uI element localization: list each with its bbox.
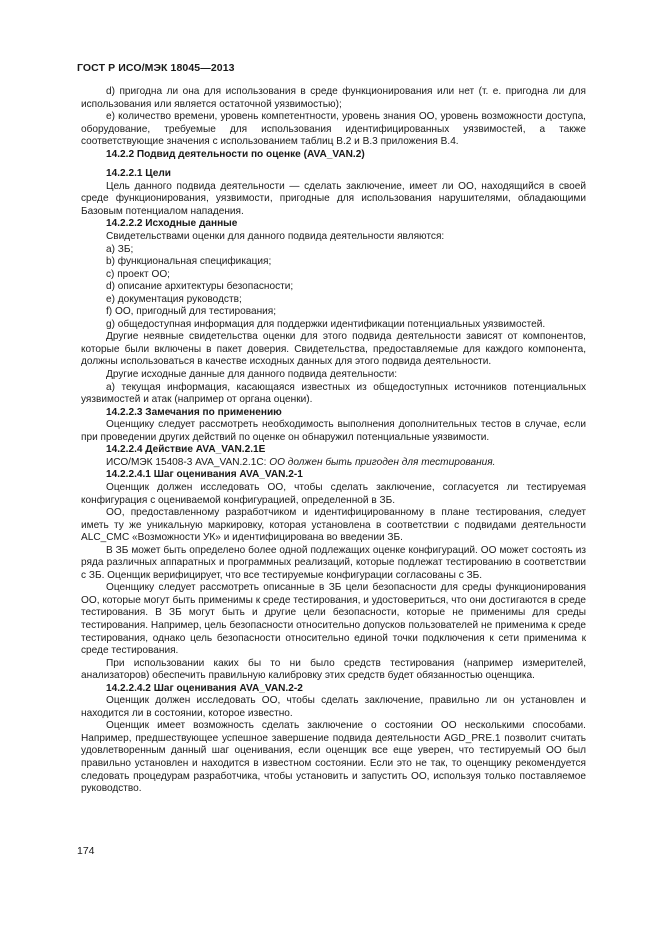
section-heading: 14.2.2.1 Цели: [106, 168, 172, 180]
paragraph: Цель данного подвида деятельности — сделать заключение, имеет ли ОО, находящийся в своей среде функционирования, уязвимости, пригодные для использования нарушителями, обладающими Базовым потенциалом нападения.: [81, 180, 586, 217]
section-heading: 14.2.2.4 Действие AVA_VAN.2.1E: [106, 444, 266, 456]
paragraph: Другие неявные свидетельства оценки для этого подвида деятельности зависят от компонентов, которые были включены в пакет доверия. Свидетельства, предоставляемые для каждого компонента, должны использоваться в качестве исходных данных для этого подвида деятельности.: [81, 331, 586, 368]
paragraph: Оценщик имеет возможность сделать заключение о состоянии ОО несколькими способами. Например, предшествующее успешное завершение подвида деятельности AGD_PRE.1 позволит считать удовлетворенным данный шаг оценивания, если оценщик все еще уверен, что тестируемый ОО был правильно установлен и находится в известном состоянии. Если это не так, то оценщику рекомендуется следовать процедурам разработчика, чтобы установить и запустить ОО, используя только поставляемое руководство.: [81, 720, 586, 795]
paragraph: Оценщик должен исследовать ОО, чтобы сделать заключение, согласуется ли тестируемая конфигурация с оцениваемой конфигурацией, определенной в ЗБ.: [81, 481, 586, 506]
paragraph: a) текущая информация, касающаяся известных из общедоступных источников потенциальных уязвимостей и атак (например от органа оценки).: [81, 381, 586, 406]
list-item: g) общедоступная информация для поддержки идентификации потенциальных уязвимостей.: [106, 318, 546, 330]
section-heading: 14.2.2.4.2 Шаг оценивания AVA_VAN.2-2: [106, 682, 303, 694]
list-item: c) проект ОО;: [106, 268, 170, 280]
paragraph: Оценщику следует рассмотреть необходимость выполнения дополнительных тестов в случае, если при проведении других действий по оценке он обнаружил потенциальные уязвимости.: [81, 419, 586, 443]
list-item: e) документация руководств;: [106, 293, 242, 305]
section-heading: 14.2.2.4.1 Шаг оценивания AVA_VAN.2-1: [106, 469, 303, 481]
paragraph: Оценщику следует рассмотреть описанные в ЗБ цели безопасности для среды функционирования ОО, которые могут быть применимы к среде тестирования, и удостовериться, что они достигаются в среде тестирования. В ЗБ могут быть и другие цели безопасности, которые не применимы для среды тестирования. Например, цель безопасности относительно допусков пользователей не применима к среде тестирования, однако цель безопасности относительно единой точки подключения к сети применима к среде тестирования.: [81, 582, 586, 657]
requirement-text: ОО должен быть пригоден для тестирования.: [269, 456, 496, 468]
paragraph: e) количество времени, уровень компетентности, уровень знания ОО, уровень возможности доступа, оборудование, требуемые для использования идентифицированных уязвимостей, а также соответствующие значения с использованием таблиц B.2 и B.3 приложения B.4.: [81, 111, 586, 148]
section-heading: 14.2.2.3 Замечания по применению: [106, 406, 282, 418]
paragraph: Свидетельствами оценки для данного подвида деятельности являются:: [106, 231, 445, 243]
list-item: d) описание архитектуры безопасности;: [106, 281, 294, 293]
list-item: b) функциональная спецификация;: [106, 256, 272, 268]
document-header: ГОСТ Р ИСО/МЭК 18045—2013: [77, 62, 235, 74]
list-item: f) ОО, пригодный для тестирования;: [106, 306, 277, 318]
page-number: 174: [77, 845, 95, 857]
paragraph: d) пригодна ли она для использования в среде функционирования или нет (т. е. пригодна ли для использования или является остаточной уязвимостью);: [81, 86, 586, 110]
paragraph: В ЗБ может быть определено более одной подлежащих оценке конфигураций. ОО может состоять из ряда различных аппаратных и программных реализаций, которые подлежат тестированию в соответствии с ЗБ. Оценщик верифицирует, что все тестируемые конфигурации согласованы с ЗБ.: [81, 544, 586, 581]
paragraph: Другие исходные данные для данного подвида деятельности:: [106, 369, 398, 381]
section-heading: 14.2.2 Подвид деятельности по оценке (AVA_VAN.2): [106, 148, 365, 160]
paragraph: Оценщик должен исследовать ОО, чтобы сделать заключение, правильно ли он установлен и находится ли в состоянии, которое известно.: [81, 695, 586, 719]
paragraph-requirement: [81, 457, 586, 470]
document-body: [81, 86, 586, 796]
paragraph: При использовании каких бы то ни было средств тестирования (например измерителей, анализаторов) обеспечить правильную калибровку этих средств будет обязанностью оценщика.: [81, 657, 586, 682]
section-heading: 14.2.2.2 Исходные данные: [106, 218, 238, 230]
paragraph: ОО, предоставленному разработчиком и идентифицированному в плане тестирования, следует иметь ту же уникальную маркировку, которая установлена в соответствии с подвидами деятельности ALC_CMC «Возможности УК» и идентифицирована во введении ЗБ.: [81, 507, 586, 544]
requirement-id: ИСО/МЭК 15408-3 AVA_VAN.2.1C:: [106, 456, 267, 468]
list-item: a) ЗБ;: [106, 243, 134, 255]
